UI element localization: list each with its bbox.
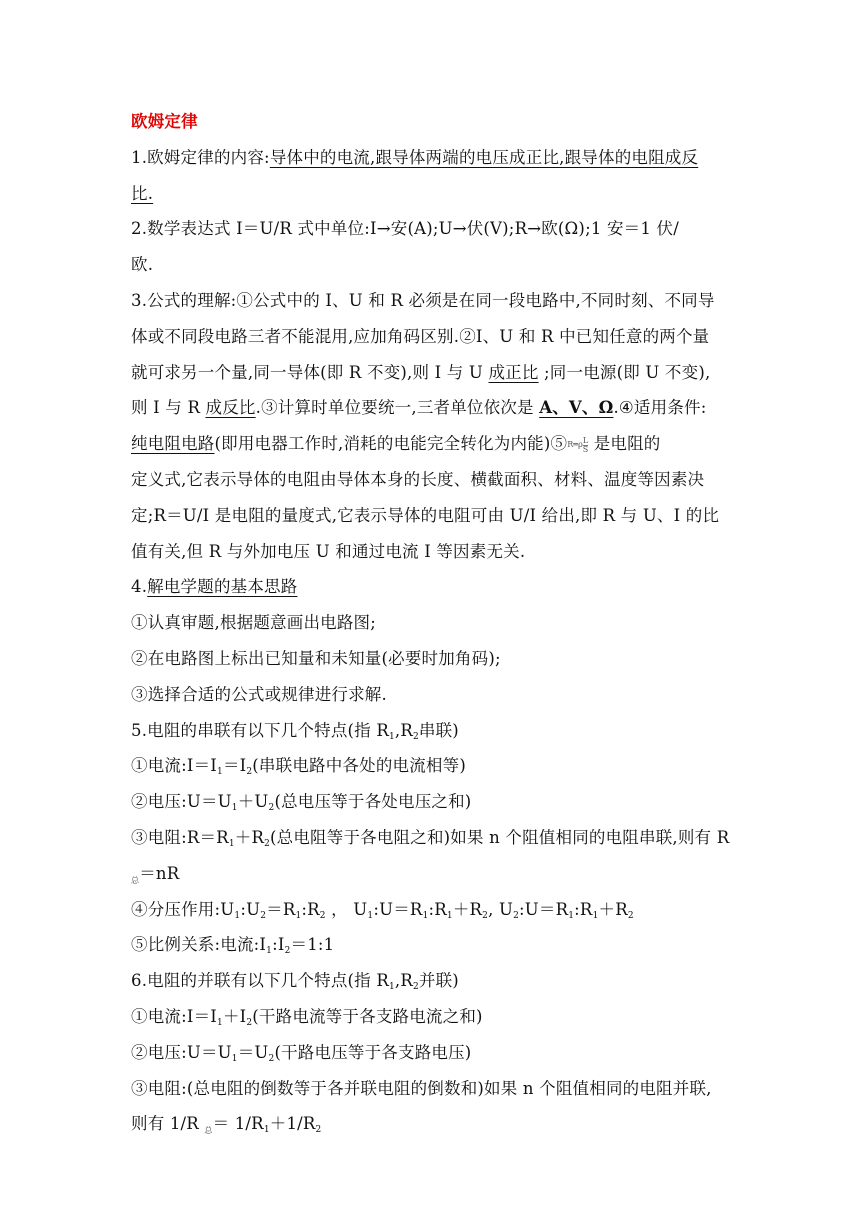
subscript: 2 [284, 946, 291, 957]
text: ＝1:1 [290, 935, 335, 955]
section-1-line-2 [131, 176, 731, 212]
text: ＝U [237, 1042, 269, 1062]
text: 则有 1/R [131, 1114, 205, 1134]
subscript: 2 [513, 910, 520, 921]
section-1-lead: 1.欧姆定律的内容: [131, 147, 270, 167]
text: ＝R [266, 899, 296, 919]
section-5-item-ratio [131, 927, 731, 963]
section-4-heading [131, 569, 731, 605]
text: ＋1/R [269, 1114, 316, 1134]
subscript: 1 [217, 767, 223, 778]
subscript: 2 [627, 910, 634, 921]
text: (干路电流等于各支路电流之和) [252, 1006, 483, 1026]
text: ＝ 1/R [212, 1114, 264, 1134]
text: ①电流:I＝I [131, 756, 217, 776]
text: ,R [394, 720, 413, 740]
text: :R [428, 899, 447, 919]
subscript: 2 [412, 982, 419, 993]
section-2-line-1: 2.数学表达式 I＝U/R 式中单位:I→安(A);U→伏(V);R→欧(Ω);1 安＝1 伏/ [131, 219, 679, 239]
text: (干路电压等于各支路电压) [274, 1042, 472, 1062]
subscript: 1 [228, 838, 235, 849]
resistivity-formula [567, 427, 588, 463]
section-3-line-8: 值有关,但 R 与外加电压 U 和通过电流 I 等因素无关. [131, 541, 526, 561]
subscript: 2 [264, 838, 271, 849]
section-6-item-resistance: ③电阻:(总电阻的倒数等于各并联电阻的倒数和)如果 n 个阻值相同的电阻并联, [131, 1078, 712, 1098]
section-5-item-resistance-cont [131, 856, 731, 892]
text: ＋I [222, 1006, 247, 1026]
section-1-line-1 [131, 140, 731, 176]
subscript: 1 [231, 803, 238, 814]
formula-denominator: S [582, 444, 589, 454]
document-title: 欧姆定律 [131, 112, 198, 131]
subscript: 总 [204, 1126, 213, 1136]
subscript: 1 [263, 1125, 270, 1136]
text: ＝nR [139, 863, 180, 883]
text: 并联) [418, 971, 459, 991]
text: ＋R [598, 899, 628, 919]
formula-lhs: R═ρ [567, 440, 583, 450]
subscript: 2 [268, 1053, 275, 1064]
text: (总电压等于各处电压之和) [274, 792, 472, 812]
text: ①电流:I＝I [131, 1006, 217, 1026]
text: ;同一电源(即 U 不变), [538, 362, 711, 382]
subscript: 1 [446, 910, 453, 921]
section-3-line-7: 定;R＝U/I 是电阻的量度式,它表示导体的电阻可由 U/I 给出,即 R 与 U、I 的比 [131, 505, 720, 525]
section-6-item-voltage [131, 1035, 731, 1071]
section-6-item-current [131, 999, 731, 1035]
subscript: 1 [217, 1017, 223, 1028]
text: :U＝R [373, 899, 423, 919]
subscript: 1 [234, 910, 241, 921]
text: ②电压:U＝U [131, 1042, 232, 1062]
section-5-item-voltage-divider [131, 892, 731, 928]
text: ④分压作用:U [131, 899, 235, 919]
section-3-line-6: 定义式,它表示导体的电阻由导体本身的长度、横截面积、材料、温度等因素决 [131, 469, 705, 489]
text: (即用电器工作时,消耗的电能完全转化为内能)⑤ [214, 434, 568, 454]
text: 6.电阻的并联有以下几个特点(指 R [131, 971, 389, 991]
section-5-heading [131, 713, 731, 749]
text: ⑤比例关系:电流:I [131, 935, 267, 955]
section-3-line-2: 体或不同段电路三者不能混用,应加角码区别.②I、U 和 R 中已知任意的两个量 [131, 326, 710, 346]
pure-resistance-circuit-term: 纯电阻电路 [131, 434, 215, 454]
section-3-line-3 [131, 355, 731, 391]
text: 是电阻的 [588, 434, 661, 454]
proportional-term: 成正比 [488, 362, 539, 382]
text: :I [272, 935, 285, 955]
text: ②电压:U＝U [131, 792, 232, 812]
subscript: 1 [266, 946, 273, 957]
section-number: 4. [131, 577, 148, 597]
section-6-item-resistance-cont [131, 1106, 731, 1142]
text: .④适用条件: [613, 398, 707, 418]
text: :U [240, 899, 261, 919]
section-4-item-3: ③选择合适的公式或规律进行求解. [131, 684, 387, 704]
text: .③计算时单位要统一,三者单位依次是 [255, 398, 540, 418]
subscript: 1 [388, 982, 395, 993]
section-3-line-4 [131, 390, 731, 426]
subscript: 总 [131, 875, 140, 885]
subscript: 1 [295, 910, 302, 921]
text: ,R [394, 971, 413, 991]
text: (串联电路中各处的电流相等) [252, 756, 466, 776]
text: ＋U [237, 792, 269, 812]
subscript: 1 [568, 910, 575, 921]
document-page [131, 104, 731, 1142]
ohm-law-statement-end: 比. [131, 183, 154, 203]
subscript: 2 [482, 910, 489, 921]
subscript: 1 [231, 1053, 238, 1064]
text: , U [488, 899, 514, 919]
text: ③电阻:R＝R [131, 827, 229, 847]
text: ＝I [222, 756, 247, 776]
section-4-item-1: ①认真审题,根据题意画出电路图; [131, 613, 377, 633]
section-6-heading [131, 963, 731, 999]
text: (总电阻等于各电阻之和)如果 n 个阻值相同的电阻串联,则有 R [270, 827, 730, 847]
ohm-law-statement: 导体中的电流,跟导体两端的电压成正比,跟导体的电阻成反 [269, 147, 699, 167]
text: 串联) [418, 720, 459, 740]
subscript: 2 [246, 767, 253, 778]
subscript: 2 [268, 803, 275, 814]
subscript: 2 [319, 910, 326, 921]
text: ＋R [234, 827, 265, 847]
units-term: A、V、Ω [539, 398, 614, 418]
section-5-item-voltage [131, 784, 731, 820]
section-3-line-1: 3.公式的理解:①公式中的 I、U 和 R 必须是在同一段电路中,不同时刻、不同导 [131, 290, 715, 310]
section-2-line-2: 欧. [131, 255, 154, 275]
subscript: 2 [412, 731, 419, 742]
text: ， U [325, 899, 368, 919]
text: 就可求另一个量,同一导体(即 R 不变),则 I 与 U [131, 362, 489, 382]
text: :U＝R [519, 899, 569, 919]
subscript: 1 [422, 910, 429, 921]
section-5-item-resistance [131, 820, 731, 856]
text: 5.电阻的串联有以下几个特点(指 R [131, 720, 389, 740]
inverse-proportional-term: 成反比 [205, 398, 256, 418]
subscript: 1 [592, 910, 599, 921]
formula-numerator: L [582, 435, 589, 445]
text: 则 I 与 R [131, 398, 206, 418]
text: :R [301, 899, 320, 919]
subscript: 2 [246, 1017, 253, 1028]
subscript: 2 [260, 910, 267, 921]
subscript: 1 [388, 731, 395, 742]
text: :R [574, 899, 593, 919]
text: ＋R [452, 899, 483, 919]
section-4-item-2: ②在电路图上标出已知量和未知量(必要时加角码); [131, 648, 501, 668]
section-4-title: 解电学题的基本思路 [147, 577, 298, 597]
section-5-item-current [131, 748, 731, 784]
subscript: 2 [315, 1125, 322, 1136]
section-3-line-5 [131, 426, 731, 462]
subscript: 1 [367, 910, 374, 921]
